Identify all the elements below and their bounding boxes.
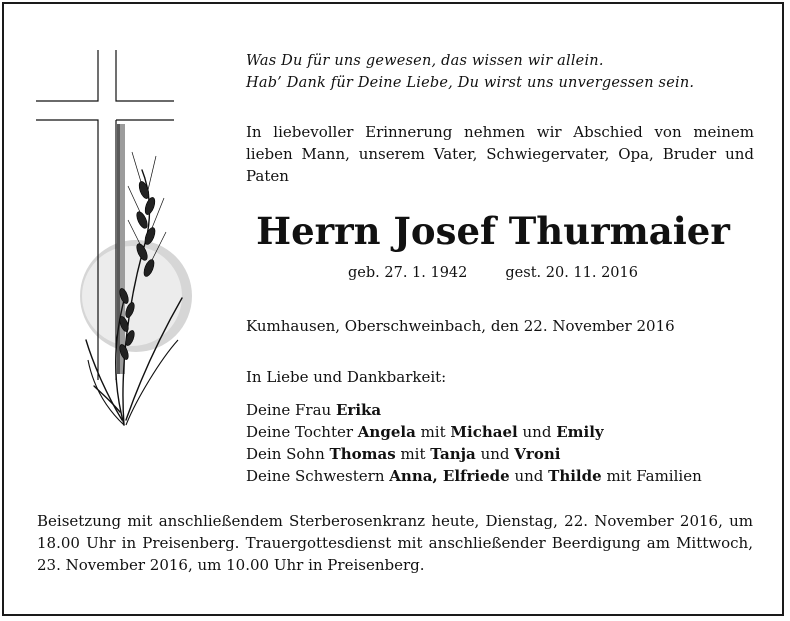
death-date: gest. 20. 11. 2016 <box>505 265 638 281</box>
mourner-name: Erika <box>335 401 382 419</box>
mourner-line-wife <box>246 399 702 421</box>
mourner-connector: und <box>522 423 552 441</box>
mourner-prefix: Deine Frau <box>246 401 332 419</box>
mourner-name: Anna, Elfriede <box>389 467 510 485</box>
mourner-connector: mit <box>400 445 426 463</box>
deceased-name: Herrn Josef Thurmaier <box>256 209 730 253</box>
intro-paragraph: In liebevoller Erinnerung nehmen wir Abschied von meinem lieben Mann, unserem Vater, Schwiegervater, Opa, Bruder und Paten <box>246 123 754 185</box>
mourner-prefix: Deine Schwestern <box>246 467 385 485</box>
mourner-name: Vroni <box>514 445 561 463</box>
birth-date: geb. 27. 1. 1942 <box>348 265 468 281</box>
mourner-line-son <box>246 443 702 465</box>
mourner-line-sisters <box>246 465 702 487</box>
mourner-connector: mit <box>420 423 446 441</box>
mourner-name: Emily <box>556 423 604 441</box>
cross-wheat-sun-illustration <box>28 40 198 440</box>
mourner-name: Thomas <box>329 445 396 463</box>
verse-line: Hab’ Dank für Deine Liebe, Du wirst uns unvergessen sein. <box>246 75 695 91</box>
mourner-connector: und <box>480 445 510 463</box>
funeral-details: Beisetzung mit anschließendem Sterberosenkranz heute, Dienstag, 22. November 2016, um 18.00 Uhr in Preisenberg. Trauergottesdienst mit anschließender Beerdigung am Mittwoch, 23. November 2016, um 10.00 Uhr in Preisenberg. <box>37 512 753 574</box>
mourner-connector: und <box>514 467 544 485</box>
mourner-prefix: Dein Sohn <box>246 445 325 463</box>
mourners-heading: In Liebe und Dankbarkeit: <box>246 368 447 386</box>
verse-line: Was Du für uns gewesen, das wissen wir allein. <box>246 53 604 69</box>
life-dates <box>246 263 740 283</box>
mourner-suffix: mit Familien <box>606 467 702 485</box>
mourner-name: Angela <box>357 423 416 441</box>
mourner-name: Thilde <box>548 467 602 485</box>
mourner-line-daughter <box>246 421 702 443</box>
mourners-block <box>246 366 702 487</box>
mourner-name: Michael <box>450 423 518 441</box>
place-and-date: Kumhausen, Oberschweinbach, den 22. November 2016 <box>246 317 675 335</box>
mourner-prefix: Deine Tochter <box>246 423 354 441</box>
mourner-name: Tanja <box>430 445 476 463</box>
memorial-verse <box>246 50 694 94</box>
